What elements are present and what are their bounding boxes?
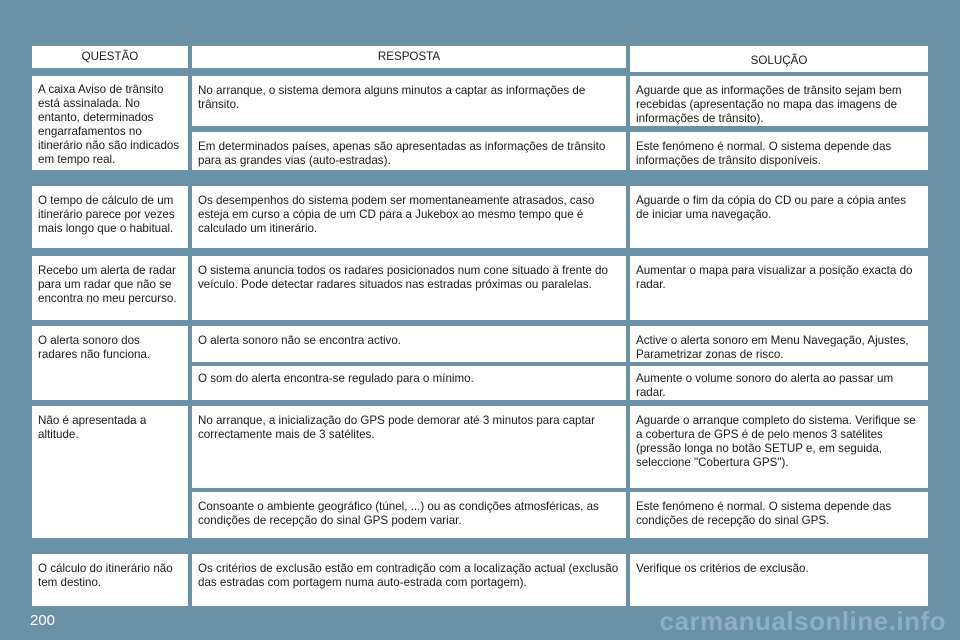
solution-cell: Aguarde o fim da cópia do CD ou pare a cópia antes de iniciar uma navegação. — [630, 186, 928, 248]
response-cell: Consoante o ambiente geográfico (túnel, ...) ou as condições atmosféricas, as condições de recepção do sinal GPS podem variar. — [192, 492, 626, 538]
response-cell: No arranque, o sistema demora alguns minutos a captar as informações de trânsito. — [192, 76, 626, 126]
response-cell: Os desempenhos do sistema podem ser momentaneamente atrasados, caso esteja em curso a cópia de um CD para a Jukebox ao mesmo tempo que é calculado um itinerário. — [192, 186, 626, 248]
solution-cell: Aguarde o arranque completo do sistema. Verifique se a cobertura de GPS é de pelo menos 3 satélites (pressão longa no botão SETUP e, em seguida, seleccione "Cobertura GPS"). — [630, 406, 928, 488]
header-resposta: RESPOSTA — [192, 46, 626, 68]
question-cell: Recebo um alerta de radar para um radar que não se encontra no meu percurso. — [32, 256, 188, 320]
question-cell: O cálculo do itinerário não tem destino. — [32, 554, 188, 606]
solution-cell: Este fenómeno é normal. O sistema depende das condições de recepção do sinal GPS. — [630, 492, 928, 538]
solution-cell: Este fenómeno é normal. O sistema depende das informações de trânsito disponíveis. — [630, 132, 928, 170]
header-solucao: SOLUÇÃO — [630, 46, 928, 72]
solution-cell: Aumentar o mapa para visualizar a posição exacta do radar. — [630, 256, 928, 320]
response-cell: O alerta sonoro não se encontra activo. — [192, 326, 626, 362]
response-cell: No arranque, a inicialização do GPS pode demorar até 3 minutos para captar correctamente mais de 3 satélites. — [192, 406, 626, 488]
response-cell: Os critérios de exclusão estão em contradição com a localização actual (exclusão das estradas com portagem numa auto-estrada com portagem). — [192, 554, 626, 606]
solution-cell: Verifique os critérios de exclusão. — [630, 554, 928, 606]
header-questao: QUESTÃO — [32, 46, 188, 68]
question-cell: O alerta sonoro dos radares não funciona. — [32, 326, 188, 400]
response-cell: O som do alerta encontra-se regulado para o mínimo. — [192, 366, 626, 400]
solution-cell: Aumente o volume sonoro do alerta ao passar um radar. — [630, 366, 928, 400]
solution-cell: Active o alerta sonoro em Menu Navegação, Ajustes, Parametrizar zonas de risco. — [630, 326, 928, 362]
question-cell: Não é apresentada a altitude. — [32, 406, 188, 538]
question-cell: A caixa Aviso de trânsito está assinalada. No entanto, determinados engarrafamentos no itinerário não são indicados em tempo real. — [32, 76, 188, 170]
response-cell: Em determinados países, apenas são apresentadas as informações de trânsito para as grandes vias (auto-estradas). — [192, 132, 626, 170]
response-cell: O sistema anuncia todos os radares posicionados num cone situado à frente do veículo. Pode detectar radares situados nas estradas próximas ou paralelas. — [192, 256, 626, 320]
watermark: carmanualsonline.info — [659, 606, 946, 636]
solution-cell: Aguarde que as informações de trânsito sejam bem recebidas (apresentação no mapa das imagens de informações de trânsito). — [630, 76, 928, 126]
page-number: 200 — [30, 612, 56, 629]
question-cell: O tempo de cálculo de um itinerário parece por vezes mais longo que o habitual. — [32, 186, 188, 248]
